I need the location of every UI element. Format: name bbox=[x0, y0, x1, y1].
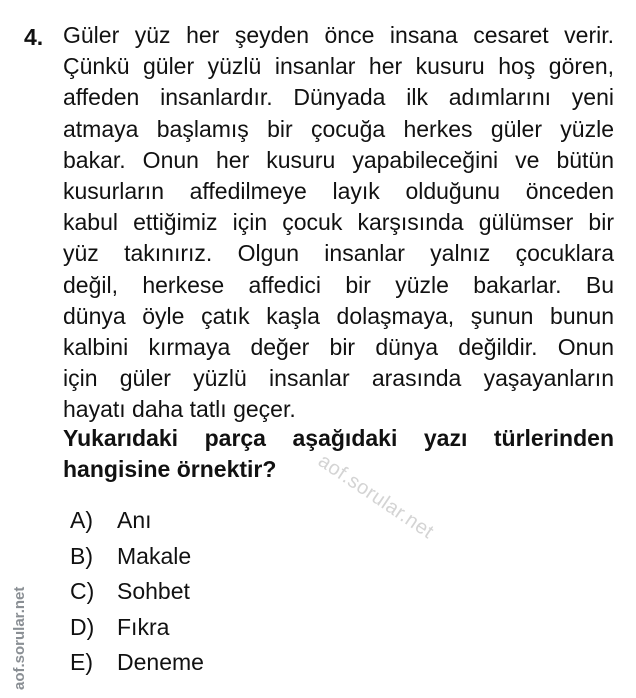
option-c[interactable] bbox=[70, 574, 204, 610]
passage-line: kalbini kırmaya değer bir dünya değildir. Onun bbox=[63, 333, 614, 360]
passage-line: hayatı daha tatlı geçer. bbox=[63, 396, 296, 423]
watermark-diagonal: aof.sorular.net bbox=[314, 449, 438, 544]
option-text: Fıkra bbox=[117, 613, 170, 640]
option-text: Sohbet bbox=[117, 578, 190, 604]
question-number: 4. bbox=[24, 24, 44, 50]
option-text: Anı bbox=[117, 507, 152, 533]
passage-line: yüz takınırız. Olgun insanlar yalnız çocuklara bbox=[63, 240, 614, 267]
passage-line: için güler yüzlü insanlar arasında yaşayanların bbox=[63, 365, 614, 392]
passage-line: Güler yüz her şeyden önce insana cesaret verir. bbox=[63, 22, 614, 48]
passage-line: atmaya başlamış bir çocuğa herkes güler yüzle bbox=[63, 115, 614, 142]
watermark-vertical: aof.sorular.net bbox=[11, 586, 28, 690]
option-a[interactable] bbox=[70, 503, 204, 539]
stem-line: hangisine örnektir? bbox=[63, 456, 277, 482]
answer-options bbox=[70, 503, 204, 681]
option-letter: E) bbox=[70, 649, 93, 675]
passage-line: Çünkü güler yüzlü insanlar her kusuru hoş gören, bbox=[63, 53, 614, 80]
option-letter: D) bbox=[70, 613, 95, 640]
option-letter: A) bbox=[70, 507, 93, 533]
passage-line: bakar. Onun her kusuru yapabileceğini ve bütün bbox=[63, 146, 614, 173]
option-d[interactable] bbox=[70, 610, 204, 646]
stem-line: Yukarıdaki parça aşağıdaki yazı türlerinden bbox=[63, 425, 614, 451]
passage-line: kusurların affedilmeye layık olduğunu önceden bbox=[63, 177, 614, 204]
passage-line: dünya öyle çatık kaşla dolaşmaya, şunun bunun bbox=[63, 302, 614, 329]
option-e[interactable] bbox=[70, 645, 204, 681]
option-b[interactable] bbox=[70, 539, 204, 575]
question-passage bbox=[63, 20, 614, 425]
option-letter: B) bbox=[70, 542, 93, 569]
option-text: Makale bbox=[117, 542, 192, 569]
option-letter: C) bbox=[70, 578, 95, 604]
passage-line: değil, herkese affedici bir yüzle bakarlar. Bu bbox=[63, 271, 614, 298]
passage-line: kabul ettiğimiz için çocuk karşısında gülümser bir bbox=[63, 209, 614, 236]
passage-line: affeden insanlardır. Dünyada ilk adımlarını yeni bbox=[63, 84, 614, 111]
option-text: Deneme bbox=[117, 649, 204, 675]
